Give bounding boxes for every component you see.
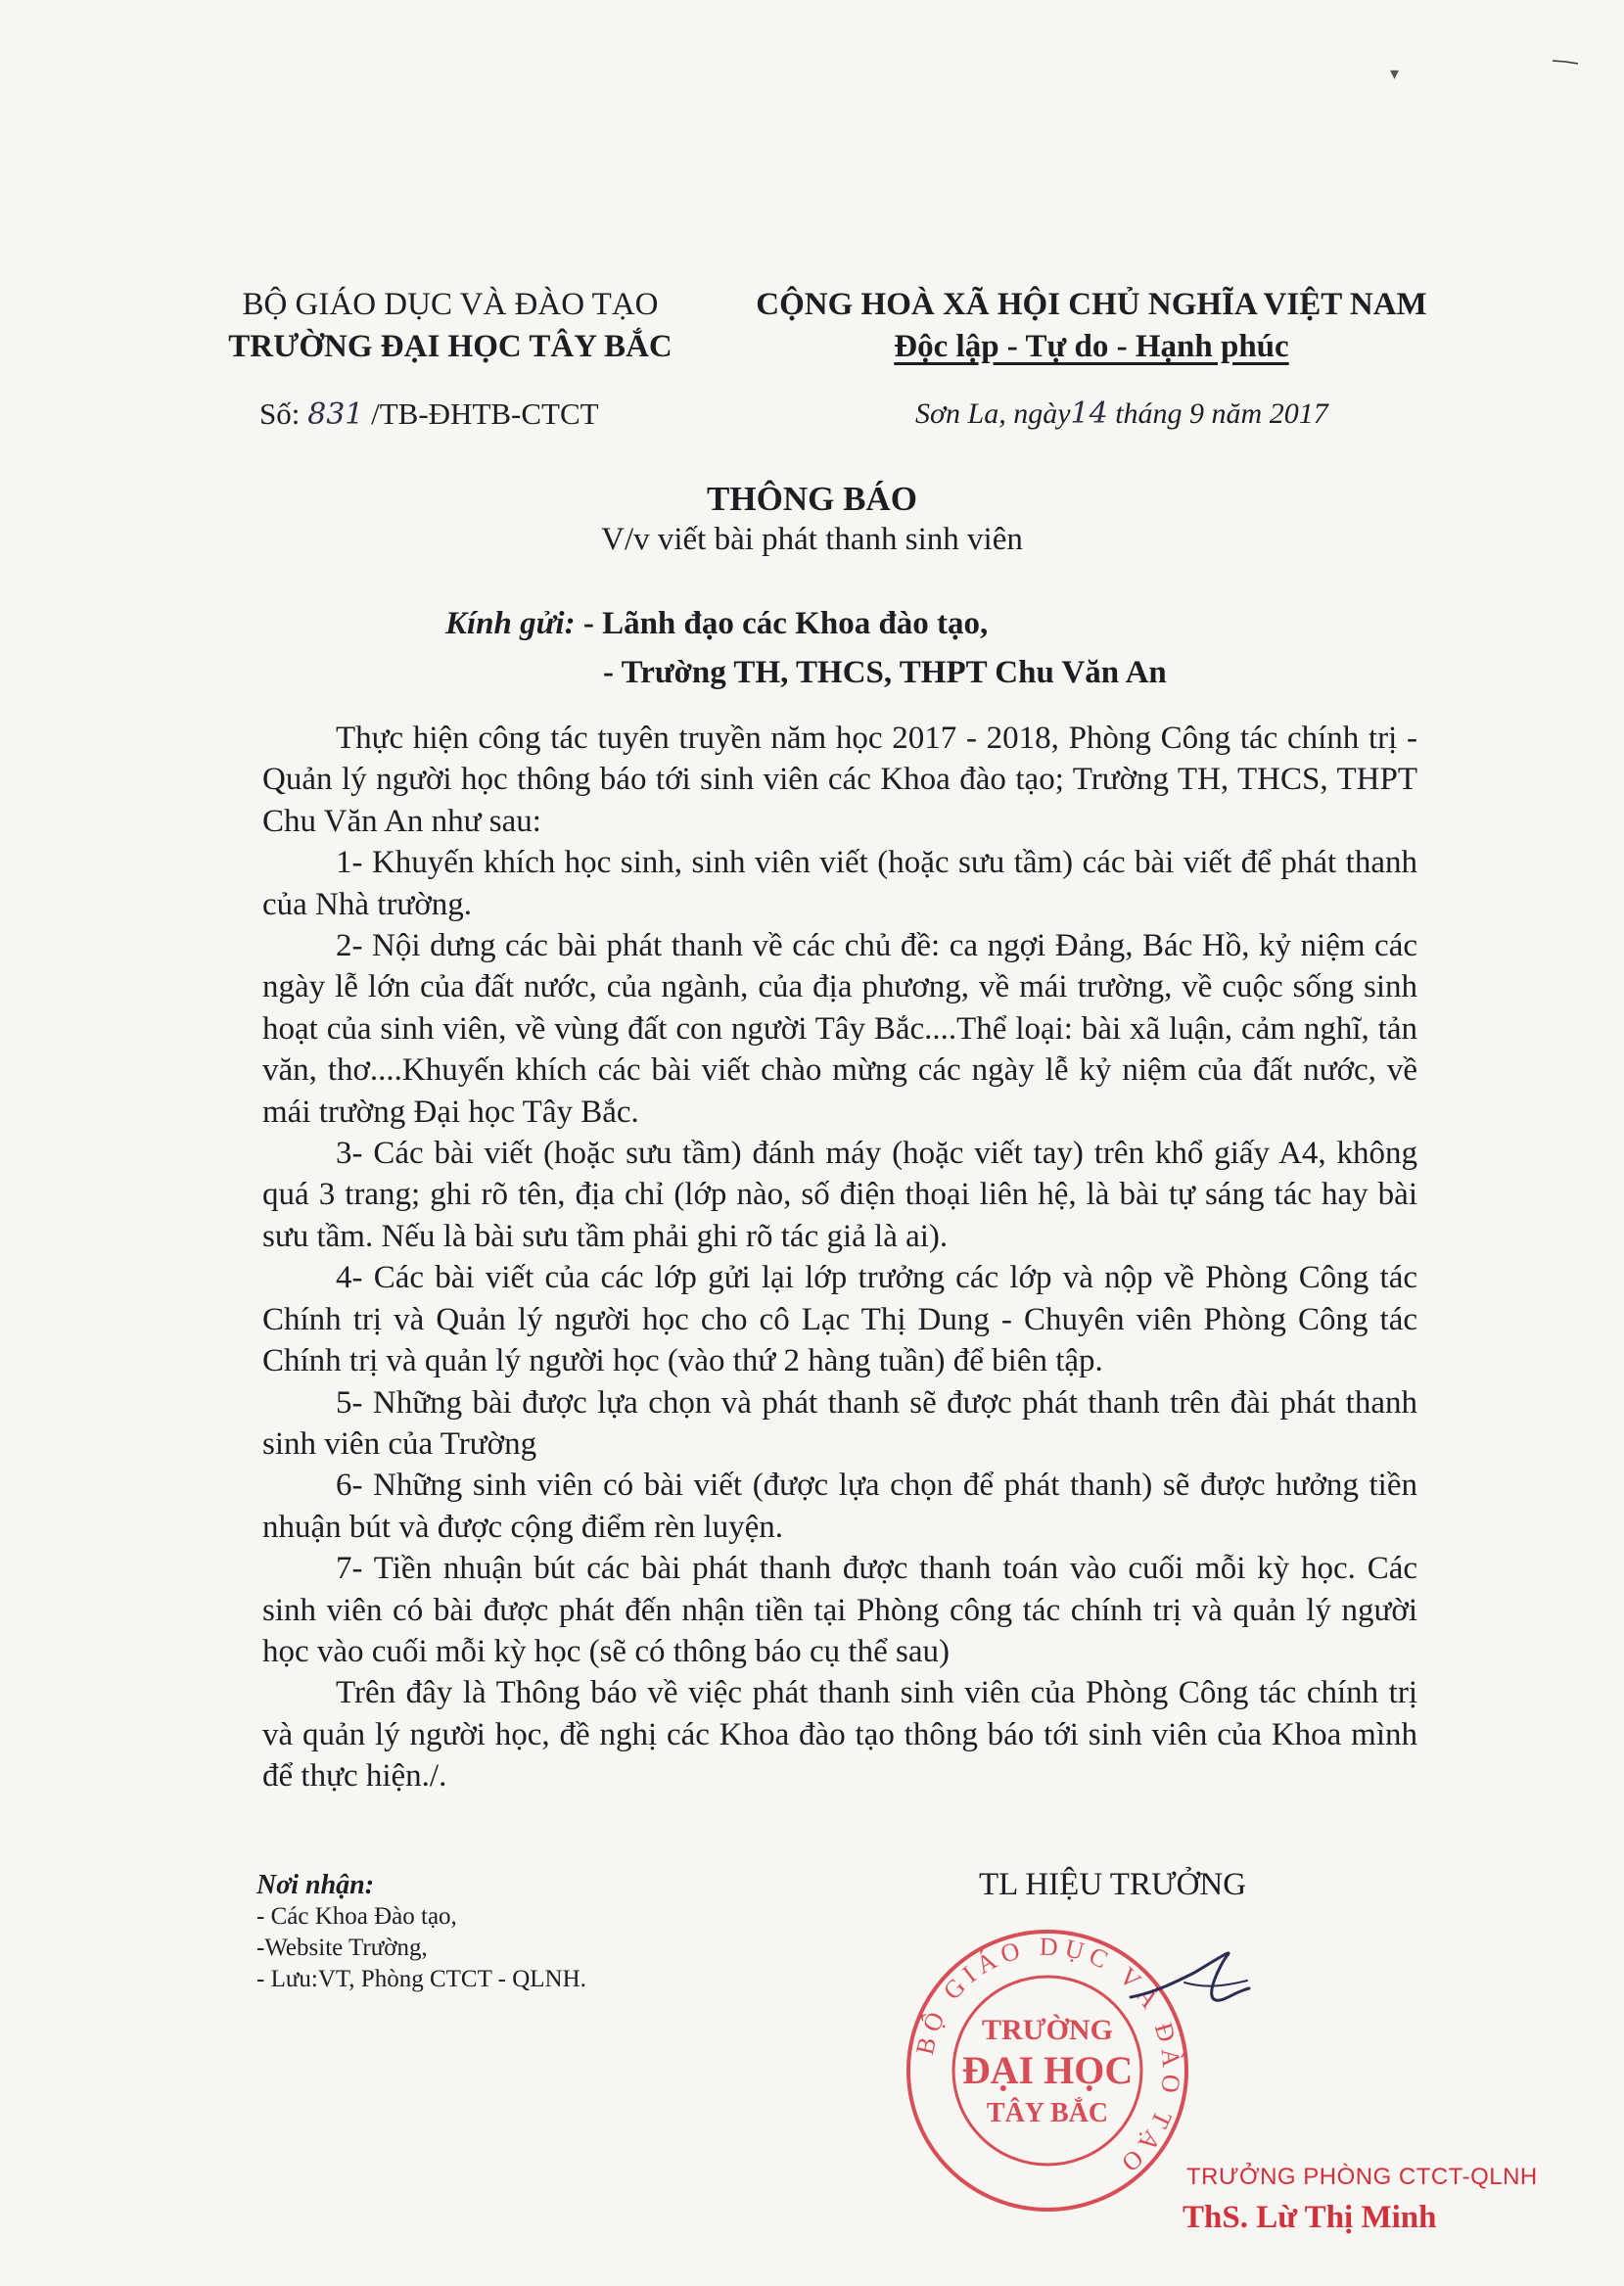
scan-mark-line <box>1552 59 1579 65</box>
doc-number-prefix: Số: <box>259 397 301 431</box>
body-paragraph: 6- Những sinh viên có bài viết (được lựa chọn để phát thanh) sẽ được hưởng tiền nhuận bút và được cộng điểm rèn luyện. <box>262 1468 1417 1545</box>
recipients-label: Kính gửi: <box>445 606 576 641</box>
distribution-heading: Nơi nhận: <box>256 1870 375 1900</box>
distribution-list <box>256 1870 586 1995</box>
document-subject: V/v viết bài phát thanh sinh viên <box>601 522 1023 557</box>
country-name: CỘNG HOÀ XÃ HỘI CHỦ NGHĨA VIỆT NAM <box>756 287 1427 322</box>
body-paragraph: Trên đây là Thông báo về việc phát thanh sinh viên của Phòng Công tác chính trị và quản lý người học, đề nghị các Khoa đào tạo thông báo tới sinh viên của Khoa mình để thực hiện./. <box>262 1675 1417 1795</box>
university-name: TRƯỜNG ĐẠI HỌC TÂY BẮC <box>228 329 673 364</box>
seal-line-3: TÂY BẮC <box>986 2098 1109 2128</box>
body-paragraph: 4- Các bài viết của các lớp gửi lại lớp trưởng các lớp và nộp về Phòng Công tác Chính trị và Quản lý người học cho cô Lạc Thị Dung - Chuyên viên Phòng Công tác Chính trị và quản lý người học (vào thứ 2 hàng tuần) để biên tập. <box>262 1260 1417 1379</box>
recipients-block <box>445 599 1167 697</box>
signer-role: TRƯỞNG PHÒNG CTCT-QLNH <box>1186 2164 1538 2190</box>
document-title: THÔNG BÁO <box>707 480 917 518</box>
recipient-2: - Trường TH, THCS, THPT Chu Văn An <box>603 655 1167 690</box>
body-paragraph: 3- Các bài viết (hoặc sưu tầm) đánh máy (hoặc viết tay) trên khổ giấy A4, không quá 3 trang; ghi rõ tên, địa chỉ (lớp nào, số điện thoại liên hệ, là bài tự sáng tác hay bài sưu tầm. Nếu là bài sưu tầm phải ghi rõ tác giả là ai). <box>262 1136 1417 1254</box>
national-header <box>729 284 1454 368</box>
seal-line-1: TRƯỜNG <box>982 2014 1113 2046</box>
body-paragraph: Thực hiện công tác tuyên truyền năm học 2017 - 2018, Phòng Công tác chính trị - Quản lý người học thông báo tới sinh viên các Khoa đào tạo; Trường TH, THCS, THPT Chu Văn An như sau: <box>262 721 1417 839</box>
issuer-block <box>196 284 705 368</box>
seal-ring-text: BỘ GIÁO DỤC VÀ ĐÀO TẠO <box>909 1932 1186 2182</box>
document-body <box>262 718 1417 1797</box>
body-paragraph: 7- Tiền nhuận bút các bài phát thanh được thanh toán vào cuối mỗi kỳ học. Các sinh viên có bài được phát đến nhận tiền tại Phòng công tác chính trị và quản lý người học vào cuối mỗi kỳ học (sẽ có thông báo cụ thể sau) <box>262 1551 1417 1669</box>
signer-name: ThS. Lừ Thị Minh <box>1183 2200 1437 2235</box>
doc-number-suffix: /TB-ĐHTB-CTCT <box>371 397 599 431</box>
distribution-item: - Các Khoa Đào tạo, <box>256 1903 457 1930</box>
document-number <box>259 397 599 432</box>
body-paragraph: 2- Nội dưng các bài phát thanh về các chủ đề: ca ngợi Đảng, Bác Hồ, kỷ niệm các ngày lễ lớn của đất nước, của ngành, của địa phương, về mái trường, về cuộc sống sinh hoạt của sinh viên, về vùng đất con người Tây Bắc....Thể loại: bài xã luận, cảm nghĩ, tản văn, thơ....Khuyến khích các bài viết chào mừng các ngày lễ kỷ niệm của đất nước, về mái trường Đại học Tây Bắc. <box>262 928 1417 1130</box>
signing-authority: TL HIỆU TRƯỞNG <box>979 1867 1247 1902</box>
recipient-1: - Lãnh đạo các Khoa đào tạo, <box>582 606 989 641</box>
date-prefix: Sơn La, ngày <box>915 397 1071 430</box>
handwritten-signature <box>1126 1943 1253 2012</box>
date-day-handwritten: 14 <box>1070 397 1108 431</box>
place-date <box>915 397 1328 431</box>
distribution-item: - Lưu:VT, Phòng CTCT - QLNH. <box>256 1966 586 1992</box>
national-motto: Độc lập - Tự do - Hạnh phúc <box>894 329 1289 364</box>
body-paragraph: 5- Những bài được lựa chọn và phát thanh sẽ được phát thanh trên đài phát thanh sinh viên của Trường <box>262 1384 1417 1462</box>
seal-line-2: ĐẠI HỌC <box>961 2048 1134 2092</box>
body-paragraph: 1- Khuyến khích học sinh, sinh viên viết (hoặc sưu tầm) các bài viết để phát thanh của Nhà trường. <box>262 845 1417 922</box>
ministry-name: BỘ GIÁO DỤC VÀ ĐÀO TẠO <box>242 287 659 322</box>
doc-number-handwritten: 831 <box>307 397 364 432</box>
date-rest: tháng 9 năm 2017 <box>1115 397 1328 430</box>
scan-mark: ▾ <box>1390 64 1400 83</box>
distribution-item: -Website Trường, <box>256 1935 428 1961</box>
